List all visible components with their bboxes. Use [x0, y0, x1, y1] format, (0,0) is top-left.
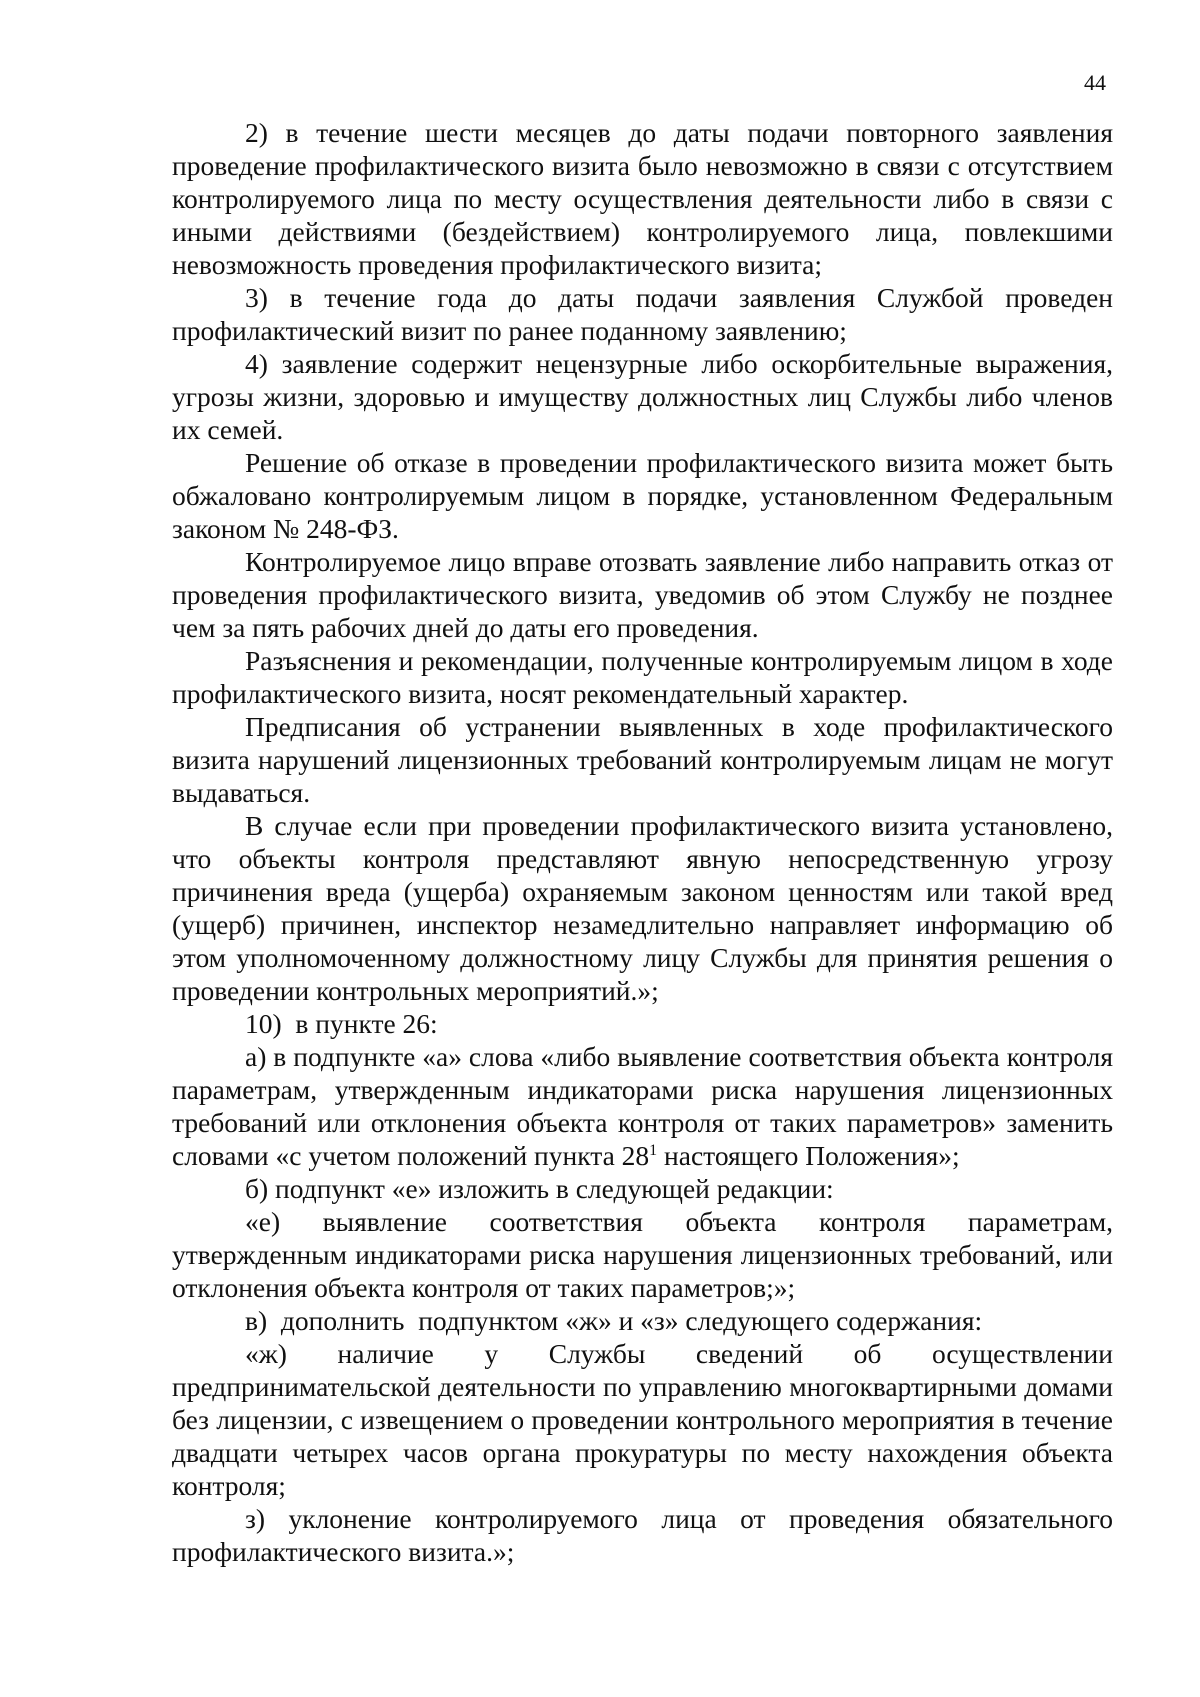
paragraph-item-3: 3) в течение года до даты подачи заявления Службой проведен профилактический визит по ранее поданному заявлению;	[172, 282, 1113, 346]
subpoint-a-text-before: а) в подпункте «а» слова «либо выявление соответствия объекта контроля параметрам, утвержденным индикаторами риска нарушения лицензионных требований или отклонения объекта контроля от таких параметров» заменить словами «с учетом положений пункта 28	[172, 1041, 1113, 1171]
paragraph-point-10: 10) в пункте 26:	[245, 1008, 438, 1039]
paragraph-appeal: Решение об отказе в проведении профилактического визита может быть обжаловано контролируемым лицом в порядке, установленном Федеральным законом № 248-ФЗ.	[172, 447, 1113, 544]
paragraph-prescriptions: Предписания об устранении выявленных в ходе профилактического визита нарушений лицензионных требований контролируемым лицам не могут выдаваться.	[172, 711, 1113, 808]
paragraph-threat: В случае если при проведении профилактического визита установлено, что объекты контроля представляют явную непосредственную угрозу причинения вреда (ущерба) охраняемым законом ценностям или такой вред (ущерб) причинен, инспектор незамедлительно направляет информацию об этом уполномоченному должностному лицу Службы для принятия решения о проведении контрольных мероприятий.»;	[172, 810, 1113, 1006]
document-body	[172, 116, 1113, 1568]
paragraph-item-2: 2) в течение шести месяцев до даты подачи повторного заявления проведение профилактического визита было невозможно в связи с отсутствием контролируемого лица по месту осуществления деятельности либо в связи с иными действиями (бездействием) контролируемого лица, повлекшими невозможность проведения профилактического визита;	[172, 117, 1113, 280]
paragraph-subpoint-b: б) подпункт «е» изложить в следующей редакции:	[245, 1173, 834, 1204]
paragraph-recommendations: Разъяснения и рекомендации, полученные контролируемым лицом в ходе профилактического визита, носят рекомендательный характер.	[172, 645, 1113, 709]
paragraph-subpoint-v: в) дополнить подпунктом «ж» и «з» следующего содержания:	[245, 1305, 983, 1336]
page-number: 44	[1084, 70, 1106, 95]
subpoint-a-superscript: 1	[649, 1141, 658, 1159]
subpoint-a-text-after: настоящего Положения»;	[657, 1140, 960, 1171]
paragraph-subpoint-z: з) уклонение контролируемого лица от проведения обязательного профилактического визита.»;	[172, 1503, 1113, 1567]
paragraph-withdrawal: Контролируемое лицо вправе отозвать заявление либо направить отказ от проведения профилактического визита, уведомив об этом Службу не позднее чем за пять рабочих дней до даты его проведения.	[172, 546, 1113, 643]
paragraph-subpoint-zh: «ж) наличие у Службы сведений об осуществлении предпринимательской деятельности по управлению многоквартирными домами без лицензии, с извещением о проведении контрольного мероприятия в течение двадцати четырех часов органа прокуратуры по месту нахождения объекта контроля;	[172, 1338, 1113, 1501]
paragraph-item-4: 4) заявление содержит нецензурные либо оскорбительные выражения, угрозы жизни, здоровью и имуществу должностных лиц Службы либо членов их семей.	[172, 348, 1113, 445]
paragraph-subpoint-a	[172, 1040, 1113, 1172]
paragraph-subpoint-e: «е) выявление соответствия объекта контроля параметрам, утвержденным индикаторами риска нарушения лицензионных требований, или отклонения объекта контроля от таких параметров;»;	[172, 1206, 1113, 1303]
